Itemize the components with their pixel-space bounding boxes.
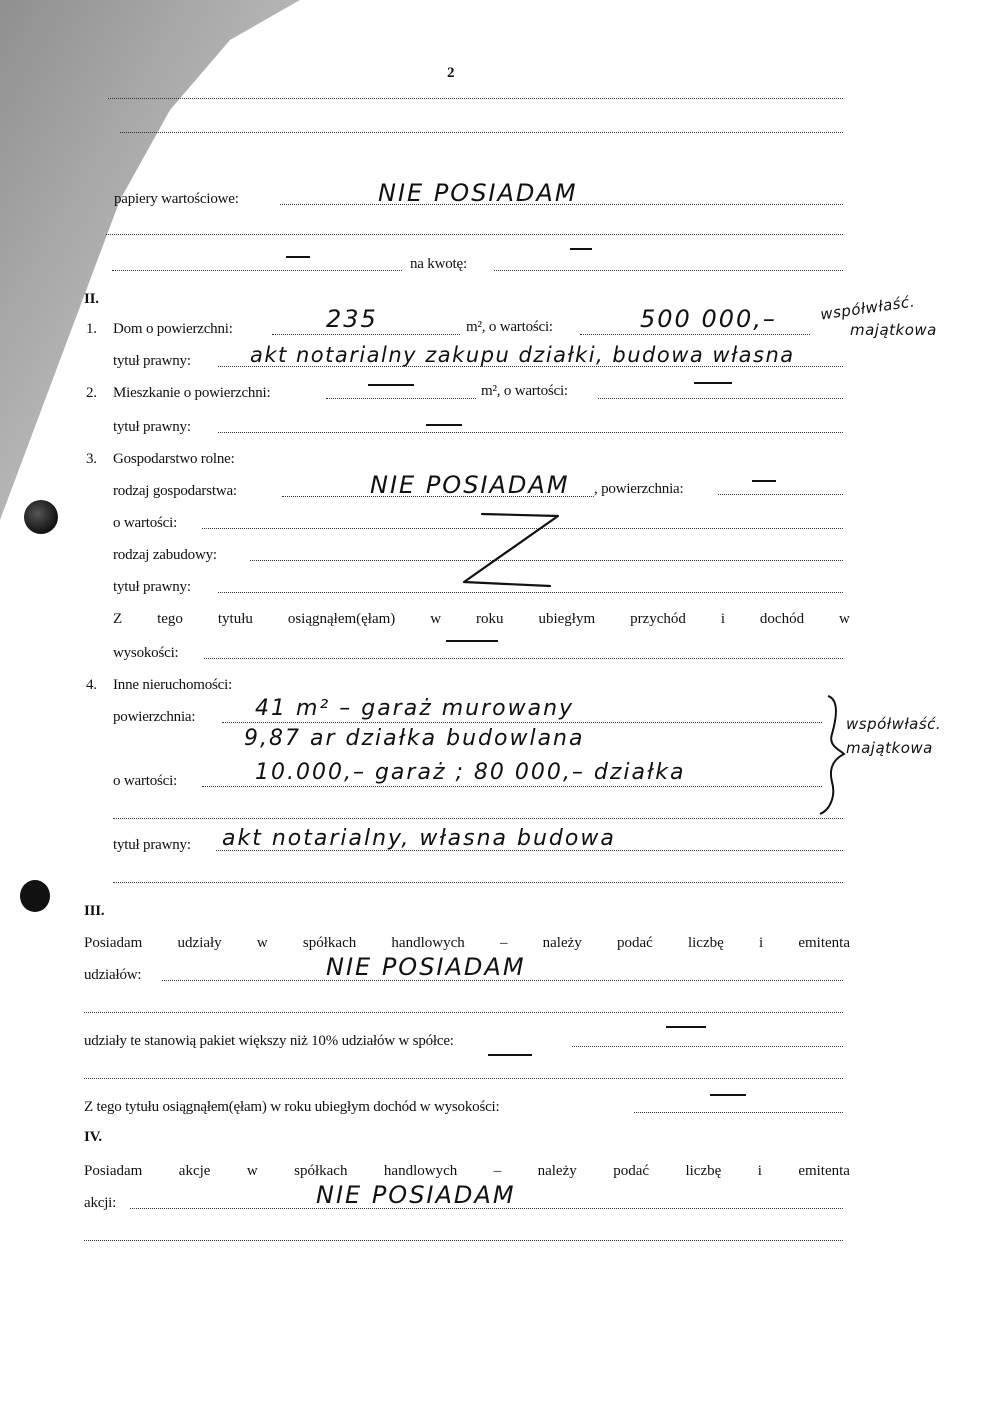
blank-dash xyxy=(426,424,462,426)
word: spółkach xyxy=(294,1163,348,1179)
word: spółkach xyxy=(302,935,357,951)
word: należy xyxy=(537,1163,577,1179)
section-3-income-label: Z tego tytułu osiągnąłem(ęłam) w roku ubiegłym dochód w wysokości: xyxy=(84,1099,500,1115)
shares-value: NIE POSIADAM xyxy=(326,953,526,981)
word: dochód xyxy=(759,611,805,627)
word: Z xyxy=(113,611,123,627)
word: udziały xyxy=(177,935,222,951)
shares-label: udziałów: xyxy=(84,967,142,983)
fill-line xyxy=(204,658,843,659)
fill-line xyxy=(202,786,822,787)
other-area-label: powierzchnia: xyxy=(113,709,196,725)
word: ubiegłym xyxy=(538,611,596,627)
punch-hole-lower xyxy=(20,880,50,912)
house-value: 500 000,– xyxy=(640,305,777,333)
fill-line xyxy=(84,1078,843,1079)
page-number: 2 xyxy=(447,65,455,81)
brace-mark xyxy=(810,690,850,820)
word: należy xyxy=(542,935,582,951)
punch-hole-upper xyxy=(24,500,58,534)
amount-label: na kwotę: xyxy=(410,256,467,272)
fill-line xyxy=(598,398,843,399)
other-value-label: o wartości: xyxy=(113,773,178,789)
word: – xyxy=(499,935,508,951)
farm-area-label: , powierzchnia: xyxy=(594,481,684,497)
blank-dash xyxy=(752,480,776,482)
blank-dash xyxy=(488,1054,532,1056)
scan-shadow xyxy=(0,0,330,520)
item-number: 3. xyxy=(86,451,97,467)
word: w xyxy=(256,935,268,951)
blank-dash xyxy=(694,382,732,384)
farm-type-value: NIE POSIADAM xyxy=(370,471,570,499)
section-3-heading: III. xyxy=(84,903,105,919)
word: emitenta xyxy=(798,1163,850,1179)
house-title-label: tytuł prawny: xyxy=(113,353,191,369)
word: przychód xyxy=(630,611,686,627)
house-area-value: 235 xyxy=(326,305,378,333)
blank-dash xyxy=(286,256,310,258)
farm-label: Gospodarstwo rolne: xyxy=(113,451,235,467)
fill-line xyxy=(580,334,810,335)
blank-dash xyxy=(570,248,592,250)
fill-line xyxy=(106,234,843,235)
farm-income-text xyxy=(113,610,850,628)
word: osiągnąłem(ęłam) xyxy=(287,611,396,627)
fill-line xyxy=(634,1112,843,1113)
house-value-label: m², o wartości: xyxy=(466,319,553,335)
other-value: 10.000,– garaż ; 80 000,– działka xyxy=(255,760,686,785)
house-note-line2: majątkowa xyxy=(850,321,937,339)
blank-dash xyxy=(710,1094,746,1096)
word: i xyxy=(758,935,764,951)
word: Posiadam xyxy=(84,935,143,951)
fill-line xyxy=(572,1046,843,1047)
fill-line xyxy=(84,1012,843,1013)
section-4-heading: IV. xyxy=(84,1129,102,1145)
other-title-label: tytuł prawny: xyxy=(113,837,191,853)
house-area-label: Dom o powierzchni: xyxy=(113,321,233,337)
farm-value-label: o wartości: xyxy=(113,515,178,531)
item-number: 2. xyxy=(86,385,97,401)
word: w xyxy=(839,611,850,627)
securities-value: NIE POSIADAM xyxy=(378,179,578,207)
word: handlowych xyxy=(383,1163,458,1179)
other-note-line2: majątkowa xyxy=(846,739,933,757)
word: podać xyxy=(613,1163,650,1179)
other-note-line1: współwłaść. xyxy=(846,715,942,733)
farm-income-label: wysokości: xyxy=(113,645,179,661)
fill-line xyxy=(718,494,843,495)
farm-title-label: tytuł prawny: xyxy=(113,579,191,595)
word: w xyxy=(430,611,442,627)
fill-line xyxy=(120,132,843,133)
stocks-value: NIE POSIADAM xyxy=(316,1181,516,1209)
farm-buildings-label: rodzaj zabudowy: xyxy=(113,547,217,563)
word: podać xyxy=(616,935,653,951)
fill-line xyxy=(222,722,822,723)
word: roku xyxy=(476,611,504,627)
fill-line xyxy=(272,334,460,335)
word: akcje xyxy=(178,1163,211,1179)
farm-type-label: rodzaj gospodarstwa: xyxy=(113,483,237,499)
word: emitenta xyxy=(798,935,850,951)
house-title-value: akt notarialny zakupu działki, budowa własna xyxy=(250,343,795,367)
word: w xyxy=(246,1163,258,1179)
blank-dash xyxy=(368,384,414,386)
word: – xyxy=(493,1163,502,1179)
fill-line xyxy=(326,398,476,399)
item-number: 4. xyxy=(86,677,97,693)
other-area-line1: 41 m² – garaż murowany xyxy=(255,696,575,721)
section-2-heading: II. xyxy=(84,291,99,307)
other-area-line2: 9,87 ar działka budowlana xyxy=(244,726,585,751)
flat-value-label: m², o wartości: xyxy=(481,383,568,399)
word: liczbę xyxy=(687,935,724,951)
other-label: Inne nieruchomości: xyxy=(113,677,233,693)
package-label: udziały te stanowią pakiet większy niż 10% udziałów w spółce: xyxy=(84,1033,454,1049)
word: i xyxy=(757,1163,762,1179)
fill-line xyxy=(113,818,843,819)
word: tego xyxy=(157,611,183,627)
cancel-z-stroke xyxy=(440,506,570,596)
flat-area-label: Mieszkanie o powierzchni: xyxy=(113,385,271,401)
word: i xyxy=(720,611,725,627)
fill-line xyxy=(108,98,843,99)
word: liczbę xyxy=(685,1163,722,1179)
section-3-text xyxy=(84,934,850,952)
blank-dash xyxy=(446,640,498,642)
fill-line xyxy=(84,1240,843,1241)
other-title-value: akt notarialny, własna budowa xyxy=(222,826,616,851)
fill-line xyxy=(113,882,843,883)
section-4-text xyxy=(84,1162,850,1180)
word: Posiadam xyxy=(84,1163,143,1179)
word: handlowych xyxy=(391,935,465,951)
word: tytułu xyxy=(217,611,253,627)
blank-dash xyxy=(666,1026,706,1028)
fill-line xyxy=(218,432,843,433)
house-note-line1: współwłaść. xyxy=(819,292,916,324)
fill-line xyxy=(494,270,843,271)
item-number: 1. xyxy=(86,321,97,337)
fill-line xyxy=(112,270,402,271)
flat-title-label: tytuł prawny: xyxy=(113,419,191,435)
securities-label: papiery wartościowe: xyxy=(114,191,239,207)
stocks-label: akcji: xyxy=(84,1195,117,1211)
